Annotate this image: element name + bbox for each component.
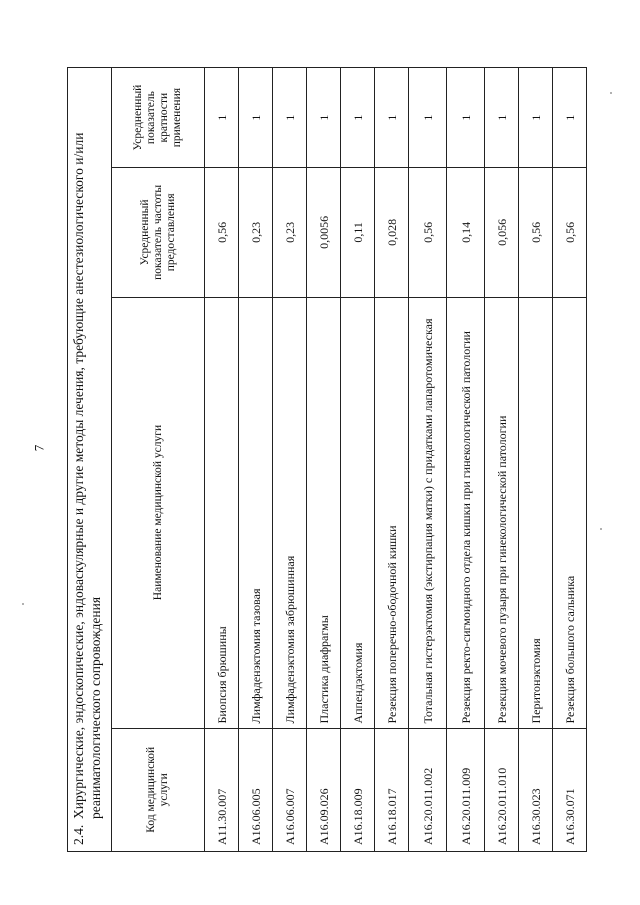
page-number: 7: [31, 444, 47, 452]
section-heading: [67, 67, 111, 852]
scan-speck: [22, 603, 24, 605]
table-row: [553, 68, 587, 852]
cell-name: Резекция мочевого пузыря при гинекологической патологии: [485, 297, 519, 728]
cell-name: Аппендэктомия: [341, 297, 375, 728]
cell-name: Лимфаденэктомия забрюшинная: [273, 297, 307, 728]
cell-name: Резекция поперечно-ободочной кишки: [375, 297, 409, 728]
scan-speck: [600, 528, 602, 530]
section-number: 2.4.: [71, 824, 86, 845]
header-frequency: Усредненный показатель частоты предоставления: [112, 168, 205, 297]
table-row: [307, 68, 341, 852]
table-row: [485, 68, 519, 852]
cell-multiplicity: 1: [409, 68, 447, 168]
cell-code: A11.30.007: [205, 728, 239, 851]
cell-code: A16.20.011.010: [485, 728, 519, 851]
header-code: Код медицинской услуги: [112, 728, 205, 851]
cell-name: Биопсия брюшины: [205, 297, 239, 728]
table-row: [205, 68, 239, 852]
cell-frequency: 0,0056: [307, 168, 341, 297]
cell-frequency: 0,56: [205, 168, 239, 297]
cell-frequency: 0,14: [447, 168, 485, 297]
cell-frequency: 0,028: [375, 168, 409, 297]
header-multiplicity: Усредненный показатель кратности применения: [112, 68, 205, 168]
cell-code: A16.20.011.002: [409, 728, 447, 851]
cell-frequency: 0,23: [273, 168, 307, 297]
section-title: Хирургические, эндоскопические, эндоваскулярные и другие методы лечения, требующие анестезиологического и/или реаниматологического сопровождения: [71, 132, 103, 819]
table-header-row: [112, 68, 205, 852]
table-row: [273, 68, 307, 852]
header-name: Наименование медицинской услуги: [112, 297, 205, 728]
cell-code: A16.18.017: [375, 728, 409, 851]
cell-multiplicity: 1: [519, 68, 553, 168]
table-row: [341, 68, 375, 852]
table-row: [519, 68, 553, 852]
cell-code: A16.18.009: [341, 728, 375, 851]
cell-multiplicity: 1: [447, 68, 485, 168]
cell-frequency: 0,23: [239, 168, 273, 297]
cell-code: A16.09.026: [307, 728, 341, 851]
cell-frequency: 0,11: [341, 168, 375, 297]
cell-multiplicity: 1: [205, 68, 239, 168]
cell-multiplicity: 1: [273, 68, 307, 168]
table-row: [239, 68, 273, 852]
cell-code: A16.06.007: [273, 728, 307, 851]
cell-multiplicity: 1: [307, 68, 341, 168]
cell-code: A16.30.071: [553, 728, 587, 851]
cell-name: Лимфаденэктомия тазовая: [239, 297, 273, 728]
cell-multiplicity: 1: [553, 68, 587, 168]
cell-frequency: 0,56: [553, 168, 587, 297]
cell-name: Перитонэктомия: [519, 297, 553, 728]
cell-name: Пластика диафрагмы: [307, 297, 341, 728]
table-row: [375, 68, 409, 852]
cell-name: Резекция большого сальника: [553, 297, 587, 728]
cell-multiplicity: 1: [239, 68, 273, 168]
table-row: [447, 68, 485, 852]
scan-speck: [610, 92, 612, 94]
cell-frequency: 0,056: [485, 168, 519, 297]
cell-code: A16.30.023: [519, 728, 553, 851]
cell-code: A16.06.005: [239, 728, 273, 851]
cell-name: Резекция ректо-сигмоидного отдела кишки при гинекологической патологии: [447, 297, 485, 728]
cell-multiplicity: 1: [485, 68, 519, 168]
cell-multiplicity: 1: [341, 68, 375, 168]
cell-code: A16.20.011.009: [447, 728, 485, 851]
cell-frequency: 0,56: [409, 168, 447, 297]
table-row: [409, 68, 447, 852]
services-table: [111, 67, 587, 852]
cell-name: Тотальная гистерэктомия (экстирпация матки) с придатками лапаротомическая: [409, 297, 447, 728]
cell-multiplicity: 1: [375, 68, 409, 168]
rotated-page-content: [67, 67, 606, 852]
cell-frequency: 0,56: [519, 168, 553, 297]
